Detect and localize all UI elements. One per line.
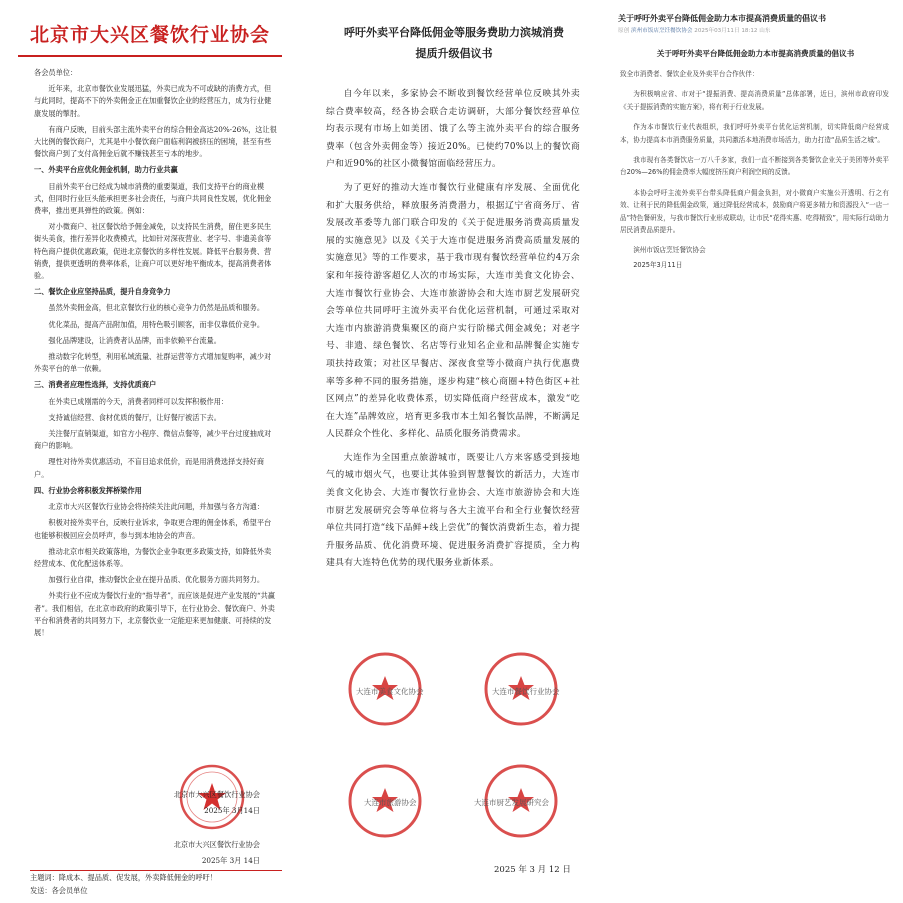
paragraph: 对小微商户、社区餐饮给予佣金减免，以支持民生消费，留住更多民生街头美食，推行差异化收费模式，比如针对深夜营业、老字号、非遗美食等特色商户提供优惠政策，促进北京餐饮的多样性发展。降低平台服务费、营销费，提供更透明的费率体系，让商户可以更好地平衡成本，提高消费者体验。 (34, 222, 272, 281)
paragraph: 积极对接外卖平台，反映行业诉求，争取更合理的佣金体系，希望平台也能够积极回应会员呼声，参与到本地协会的声音。 (34, 518, 272, 540)
article-header-title: 关于呼吁外卖平台降低佣金助力本市提高消费质量的倡议书 (618, 14, 826, 23)
seal-label: 大连市厨艺发展研究会 (474, 798, 549, 807)
paragraph: 自今年以来，多家协会不断收到餐饮经营单位反映其外卖综合费率较高，经各协会联合走访调研，大部分餐饮经营单位均表示现有市场上如美团、饿了么等主流外卖平台的综合服务费率（包含外卖佣金等）接近20%。已使约70%以上的餐饮商户和近90%的社区小微餐馆面临经营压力。 (326, 89, 580, 170)
article-meta-lead: 原创 (618, 28, 631, 34)
article-body (608, 59, 903, 271)
signature-line: 2025年3月11日 (633, 260, 683, 269)
paragraph: 强化品牌建设，让消费者认品牌，而非依赖平台流量。 (48, 335, 221, 345)
paragraph: 北京市大兴区餐饮行业协会将持续关注此问题，并加强与各方沟通： (48, 502, 265, 512)
footer-distribution: 发送：各会员单位 (30, 886, 88, 895)
seal-label: 大连市旅游协会 (364, 798, 417, 807)
document-dongxing-association (0, 0, 300, 903)
document-date: 2025 年 3 月 12 日 (494, 865, 571, 875)
paragraph: 虽然外卖佣金高，但北京餐饮行业的核心竞争力仍然是品质和服务。 (48, 303, 265, 313)
article-title: 关于呼吁外卖平台降低佣金助力本市提高消费质量的倡议书 (656, 49, 855, 58)
paragraph: 推动数字化转型，利用私域流量、社群运营等方式增加复购率，减少对外卖平台的单一依赖。 (34, 352, 272, 374)
salutation: 各会员单位： (34, 68, 78, 77)
paragraph: 有商户反映，目前头部主流外卖平台的综合佣金高达20%-26%，这让很大比例的餐饮商户，尤其是中小餐饮商户面临利润被挤压的困境，甚至有些餐饮商户到了支付高佣金后就不赚钱甚至亏本的地步。 (34, 124, 277, 159)
document-body (304, 64, 604, 573)
publisher-link[interactable]: 滨州市饭店烹饪餐饮协会 (630, 28, 693, 34)
document-title (304, 22, 604, 64)
document-binzhou-article (608, 0, 903, 903)
seal-label: 大连市餐饮行业协会 (492, 687, 560, 696)
paragraph: 本协会呼吁主流外卖平台带头降低商户佣金负担，对小微商户实施公开透明、行之有效、让利于民的降低佣金政策，通过降低经营成本，鼓励商户将更多精力和资源投入“一店一品”特色餐研发，与我市餐饮行业形成联动，让市民“花得实惠、吃得精致”，用实际行动助力居民消费品质提升。 (620, 188, 889, 235)
section-heading: 三、消费者应理性选择，支持优质商户 (34, 380, 157, 390)
paragraph: 作为本市餐饮行业代表组织，我们呼吁外卖平台优化运营机制，切实降低商户经营成本，协力提高本市消费服务质量，共同激活本地消费市场活力，助力打造“品质生活之城”。 (620, 123, 889, 144)
document-footer (30, 870, 282, 897)
article-meta-time: 2025年03月11日 18:12 山东 (694, 28, 771, 34)
article-meta (608, 26, 903, 34)
paragraph: 目前外卖平台已经成为城市消费的重要渠道，我们支持平台的商业模式，但同时行业巨头能承担更多社会责任，与商户共同良性发展，优化佣金费率，推出更具弹性的政策。例如： (34, 181, 272, 216)
document-body (0, 57, 300, 639)
paragraph: 支持诚信经营、食材优质的餐厅，让好餐厅被活下去。 (48, 412, 221, 422)
title-line-2: 提质升级倡议书 (415, 47, 493, 60)
sign-date: 2025年 3月14日 (204, 806, 260, 815)
signature-line: 滨州市饭店烹饪餐饮协会 (633, 246, 706, 255)
paragraph: 推动北京市相关政策落地，为餐饮企业争取更多政策支持，如降低外卖经营成本、优化配送体系等。 (34, 546, 272, 568)
paragraph: 关注餐厅直销渠道，如官方小程序、微信点餐等，减少平台过度抽成对商户的影响。 (34, 429, 272, 451)
footer-topic: 主题词：降成本、提品质、促发展，外卖降低佣金的呼吁！ (30, 873, 217, 882)
paragraph: 致全市消费者、餐饮企业及外卖平台合作伙伴： (620, 70, 759, 78)
paragraph: 大连作为全国重点旅游城市，既要让八方来客感受到接地气的城市烟火气，也要让其体验到智慧餐饮的新活力，大连市美食文化协会、大连市餐饮行业协会、大连市旅游协会和大连市厨艺发展研究会等单位将与各大主流平台和全行业餐饮经营单位共同打造“线下品鲜+线上尝优”的餐饮消费新生态，着力提升服务品质、优化消费环境、促进服务消费扩容提质，全力构建具有大连特色优势的现代服务业新体系。 (326, 452, 580, 569)
title-line-1: 呼吁外卖平台降低佣金等服务费助力滨城消费 (344, 26, 564, 39)
sign-date-footer: 2025年 3月 14日 (201, 856, 260, 865)
letterhead-title: 北京市大兴区餐饮行业协会 (29, 24, 270, 46)
paragraph: 在外卖已成刚需的今天，消费者同样可以发挥积极作用： (48, 396, 229, 406)
paragraph: 近年来，北京市餐饮业发展迅猛，外卖已成为不可或缺的消费方式，但与此同时，提高不下的外卖佣金正在加重餐饮企业的经营压力，成为行业健康发展的掣肘。 (34, 84, 272, 118)
paragraph: 优化菜品，提高产品附加值，用特色吸引顾客，而非仅靠低价竞争。 (48, 319, 265, 329)
paragraph: 为积极响应省、市对于“提振消费、提高消费质量”总体部署，近日，滨州市政府印发《关于提振消费的实施方案》，将有利于行业发展。 (620, 90, 889, 111)
section-heading: 四、行业协会将积极发挥桥梁作用 (34, 485, 142, 495)
paragraph: 为了更好的推动大连市餐饮行业健康有序发展、全面优化和扩大服务供给，释放服务消费潜力，根据辽宁省商务厅、省发展改革委等九部门联合印发的《关于促进服务消费高质量发展的实施意见》以及《关于大连市促进服务消费高质量发展的实施意见》等的工作要求，基于我市现有餐饮经营单位约4万余家和年接待游客超亿人次的市场实际，大连市美食文化协会、大连市餐饮行业协会、大连市旅游协会和大连市厨艺发展研究会等单位共同呼吁主流外卖平台优化运营机制，可通过采取对大连市内旅游消费集聚区的商户实行阶梯式佣金减免；对老字号、非遗、绿色餐饮、名店等行业知名企业和品牌餐企实施专项扶持政策；对社区早餐店、深夜食堂等小微商户执行优惠费率等多种不同的服务措施，逐步构建“核心商圈+特色街区+社区网点”的差异化收费体系，切实降低商户经营成本，激发“吃在大连”品牌效应，培育更多我市本土知名餐饮品牌，不断满足人民群众个性化、多样化、品质化服务消费需求。 (326, 182, 580, 440)
paragraph: 我市现有各类餐饮店一万八千多家，我们一直不断接到各类餐饮企业关于美团等外卖平台20%—26%的佣金费率大幅度挤压商户利润空间的反馈。 (620, 156, 889, 177)
sign-organization-footer: 北京市大兴区餐饮行业协会 (173, 840, 260, 849)
paragraph: 外卖行业不应成为餐饮行业的“指导者”，而应该是促进产业发展的“共赢者”。我们相信，在北京市政府的政策引导下，在行业协会、餐饮商户、外卖平台和消费者的共同努力下，北京餐饮业一定能迎来更加健康、可持续的发展！ (34, 591, 276, 637)
sign-organization: 北京市大兴区餐饮行业协会 (173, 790, 260, 799)
paragraph: 加强行业自律，推动餐饮企业在提升品质、优化服务方面共同努力。 (48, 575, 265, 585)
section-heading: 一、外卖平台应优化佣金机制，助力行业共赢 (34, 165, 178, 175)
document-dalian-proposal (304, 0, 604, 903)
seal-label: 大连市美食文化协会 (356, 687, 424, 696)
paragraph: 理性对待外卖优惠活动，不盲目追求低价，而是用消费选择支持好商户。 (34, 457, 265, 479)
section-heading: 二、餐饮企业应坚持品质，提升自身竞争力 (34, 287, 171, 297)
